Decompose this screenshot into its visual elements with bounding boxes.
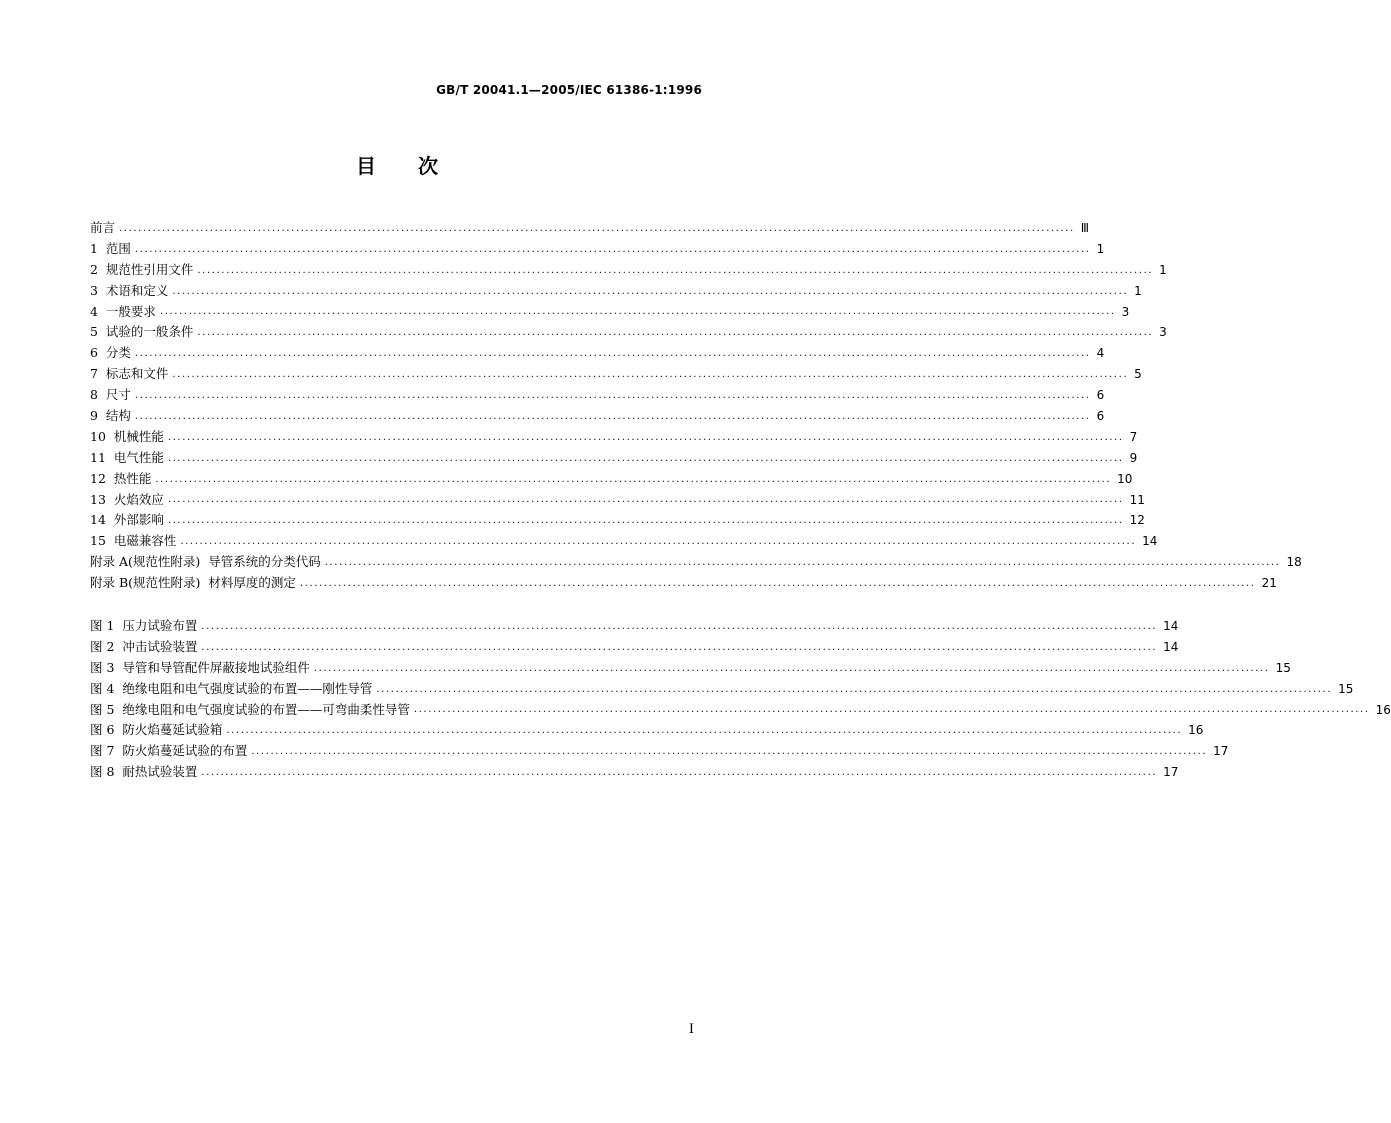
toc-entry-page: 10 <box>1117 471 1133 486</box>
leader-dots: ........................................................................................................................................................................................................ <box>159 306 1116 318</box>
toc-entry-page: 3 <box>1121 304 1130 319</box>
leader-dots: ........................................................................................................................................................................................................ <box>134 348 1091 360</box>
toc-entry-label: 前言 <box>90 219 116 235</box>
toc-entry[interactable] <box>90 322 1167 343</box>
page-title <box>0 150 794 179</box>
toc-entry-page: 15 <box>1275 660 1291 675</box>
leader-dots: ........................................................................................................................................................................................................ <box>313 662 1270 674</box>
toc-entry-page: 18 <box>1286 555 1302 570</box>
toc-entry[interactable] <box>90 616 1179 637</box>
toc-entry[interactable] <box>90 469 1133 490</box>
leader-dots: ........................................................................................................................................................................................................ <box>376 683 1333 695</box>
toc-entry-page: 14 <box>1163 618 1179 633</box>
leader-dots: ........................................................................................................................................................................................................ <box>324 557 1281 569</box>
toc-entry-page: 15 <box>1338 681 1354 696</box>
toc-entry-label: 附录 A(规范性附录) 导管系统的分类代码 <box>90 554 321 570</box>
toc-entry-label: 图 1 压力试验布置 <box>90 617 198 633</box>
toc-entry-page: Ⅲ <box>1080 220 1090 235</box>
title-char-1: 目 <box>356 154 376 178</box>
toc-entry-page: 3 <box>1159 325 1167 340</box>
toc-entry[interactable] <box>90 679 1354 700</box>
toc-entry-page: 14 <box>1142 534 1158 549</box>
toc-figure-list <box>90 616 1391 783</box>
toc-entry-page: 7 <box>1129 429 1138 444</box>
toc-entry-page: 5 <box>1134 367 1142 382</box>
toc-entry[interactable] <box>90 406 1105 427</box>
toc-entry[interactable] <box>90 364 1142 385</box>
toc-entry[interactable] <box>90 552 1302 573</box>
leader-dots: ........................................................................................................................................................................................................ <box>167 431 1124 443</box>
toc-section-list <box>90 218 1302 594</box>
toc-entry[interactable] <box>90 260 1167 281</box>
toc-entry[interactable] <box>90 531 1158 552</box>
toc-entry-label: 12 热性能 <box>90 470 152 486</box>
toc-entry-page: 9 <box>1129 450 1138 465</box>
page-number: I <box>688 1022 694 1037</box>
toc-entry[interactable] <box>90 762 1179 783</box>
toc-entry-label: 15 电磁兼容性 <box>90 533 177 549</box>
toc-entry[interactable] <box>90 281 1142 302</box>
toc-entry-label: 13 火焰效应 <box>90 491 164 507</box>
leader-dots: ........................................................................................................................................................................................................ <box>226 725 1183 737</box>
leader-dots: ........................................................................................................................................................................................................ <box>201 641 1158 653</box>
toc-entry[interactable] <box>90 343 1105 364</box>
toc-entry[interactable] <box>90 385 1105 406</box>
toc-entry[interactable] <box>90 720 1204 741</box>
toc-entry-label: 11 电气性能 <box>90 449 164 465</box>
leader-dots: ........................................................................................................................................................................................................ <box>134 243 1091 255</box>
toc-entry[interactable] <box>90 427 1138 448</box>
toc-entry[interactable] <box>90 510 1145 531</box>
leader-dots: ........................................................................................................................................................................................................ <box>172 285 1129 297</box>
toc-entry-page: 1 <box>1134 283 1142 298</box>
leader-dots: ........................................................................................................................................................................................................ <box>251 746 1208 758</box>
toc-entry-label: 附录 B(规范性附录) 材料厚度的测定 <box>90 575 296 591</box>
toc-entry-page: 16 <box>1188 723 1204 738</box>
toc-entry-label: 图 4 绝缘电阻和电气强度试验的布置——刚性导管 <box>90 680 373 696</box>
toc-entry-label: 图 8 耐热试验装置 <box>90 764 198 780</box>
toc-entry-label: 8 尺寸 <box>90 387 131 403</box>
toc-entry-label: 1 范围 <box>90 240 131 256</box>
toc-entry[interactable] <box>90 302 1130 323</box>
toc-entry-label: 图 7 防火焰蔓延试验的布置 <box>90 743 248 759</box>
toc-entry[interactable] <box>90 658 1291 679</box>
standard-code: GB/T 20041.1—2005/IEC 61386-1:1996 <box>436 83 702 97</box>
toc-entry[interactable] <box>90 637 1179 658</box>
toc-entry[interactable] <box>90 741 1229 762</box>
leader-dots: ........................................................................................................................................................................................................ <box>201 767 1158 779</box>
toc-entry-label: 9 结构 <box>90 408 131 423</box>
toc-entry-label: 图 3 导管和导管配件屏蔽接地试验组件 <box>90 659 310 675</box>
leader-dots: ........................................................................................................................................................................................................ <box>197 327 1154 339</box>
toc-entry[interactable] <box>90 490 1145 511</box>
toc-entry-page: 17 <box>1213 744 1229 759</box>
leader-dots: ........................................................................................................................................................................................................ <box>134 390 1091 402</box>
leader-dots: ........................................................................................................................................................................................................ <box>167 515 1124 527</box>
toc-entry-label: 2 规范性引用文件 <box>90 261 194 277</box>
toc-entry-label: 10 机械性能 <box>90 428 164 444</box>
toc-entry[interactable] <box>90 218 1090 239</box>
toc-entry-page: 12 <box>1129 513 1145 528</box>
toc-entry[interactable] <box>90 239 1105 260</box>
toc-entry[interactable] <box>90 573 1277 594</box>
leader-dots: ........................................................................................................................................................................................................ <box>167 452 1124 464</box>
toc-entry-label: 6 分类 <box>90 345 131 361</box>
toc-entry-label: 3 术语和定义 <box>90 282 169 298</box>
toc-entry-label: 4 一般要求 <box>90 303 156 319</box>
toc-entry-page: 21 <box>1261 576 1277 591</box>
leader-dots: ........................................................................................................................................................................................................ <box>299 578 1256 590</box>
toc-entry-label: 图 5 绝缘电阻和电气强度试验的布置——可弯曲柔性导管 <box>90 701 410 717</box>
toc-entry-label: 图 6 防火焰蔓延试验箱 <box>90 722 223 738</box>
toc-entry-page: 4 <box>1096 346 1105 361</box>
leader-dots: ........................................................................................................................................................................................................ <box>197 264 1154 276</box>
toc-entry-page: 11 <box>1129 492 1145 507</box>
toc-entry-page: 6 <box>1096 409 1105 423</box>
leader-dots: ........................................................................................................................................................................................................ <box>180 536 1137 548</box>
toc-entry-page: 14 <box>1163 639 1179 654</box>
toc-entry-page: 16 <box>1375 702 1391 717</box>
toc-entry-label: 14 外部影响 <box>90 512 164 528</box>
leader-dots: ........................................................................................................................................................................................................ <box>134 410 1091 422</box>
toc-entry-label: 5 试验的一般条件 <box>90 324 194 340</box>
leader-dots: ........................................................................................................................................................................................................ <box>167 494 1124 506</box>
toc-entry[interactable] <box>90 700 1391 721</box>
leader-dots: ........................................................................................................................................................................................................ <box>155 473 1112 485</box>
leader-dots: ........................................................................................................................................................................................................ <box>119 222 1075 234</box>
leader-dots: ........................................................................................................................................................................................................ <box>413 704 1370 716</box>
toc-entry-label: 图 2 冲击试验装置 <box>90 638 198 654</box>
toc-entry-page: 1 <box>1159 262 1167 277</box>
leader-dots: ........................................................................................................................................................................................................ <box>172 369 1129 381</box>
toc-entry-label: 7 标志和文件 <box>90 366 169 382</box>
toc-entry[interactable] <box>90 448 1138 469</box>
toc-entry-page: 1 <box>1096 241 1105 256</box>
title-char-2: 次 <box>418 154 438 178</box>
toc-entry-page: 6 <box>1096 388 1105 403</box>
leader-dots: ........................................................................................................................................................................................................ <box>201 620 1158 632</box>
toc-entry-page: 17 <box>1163 765 1179 780</box>
